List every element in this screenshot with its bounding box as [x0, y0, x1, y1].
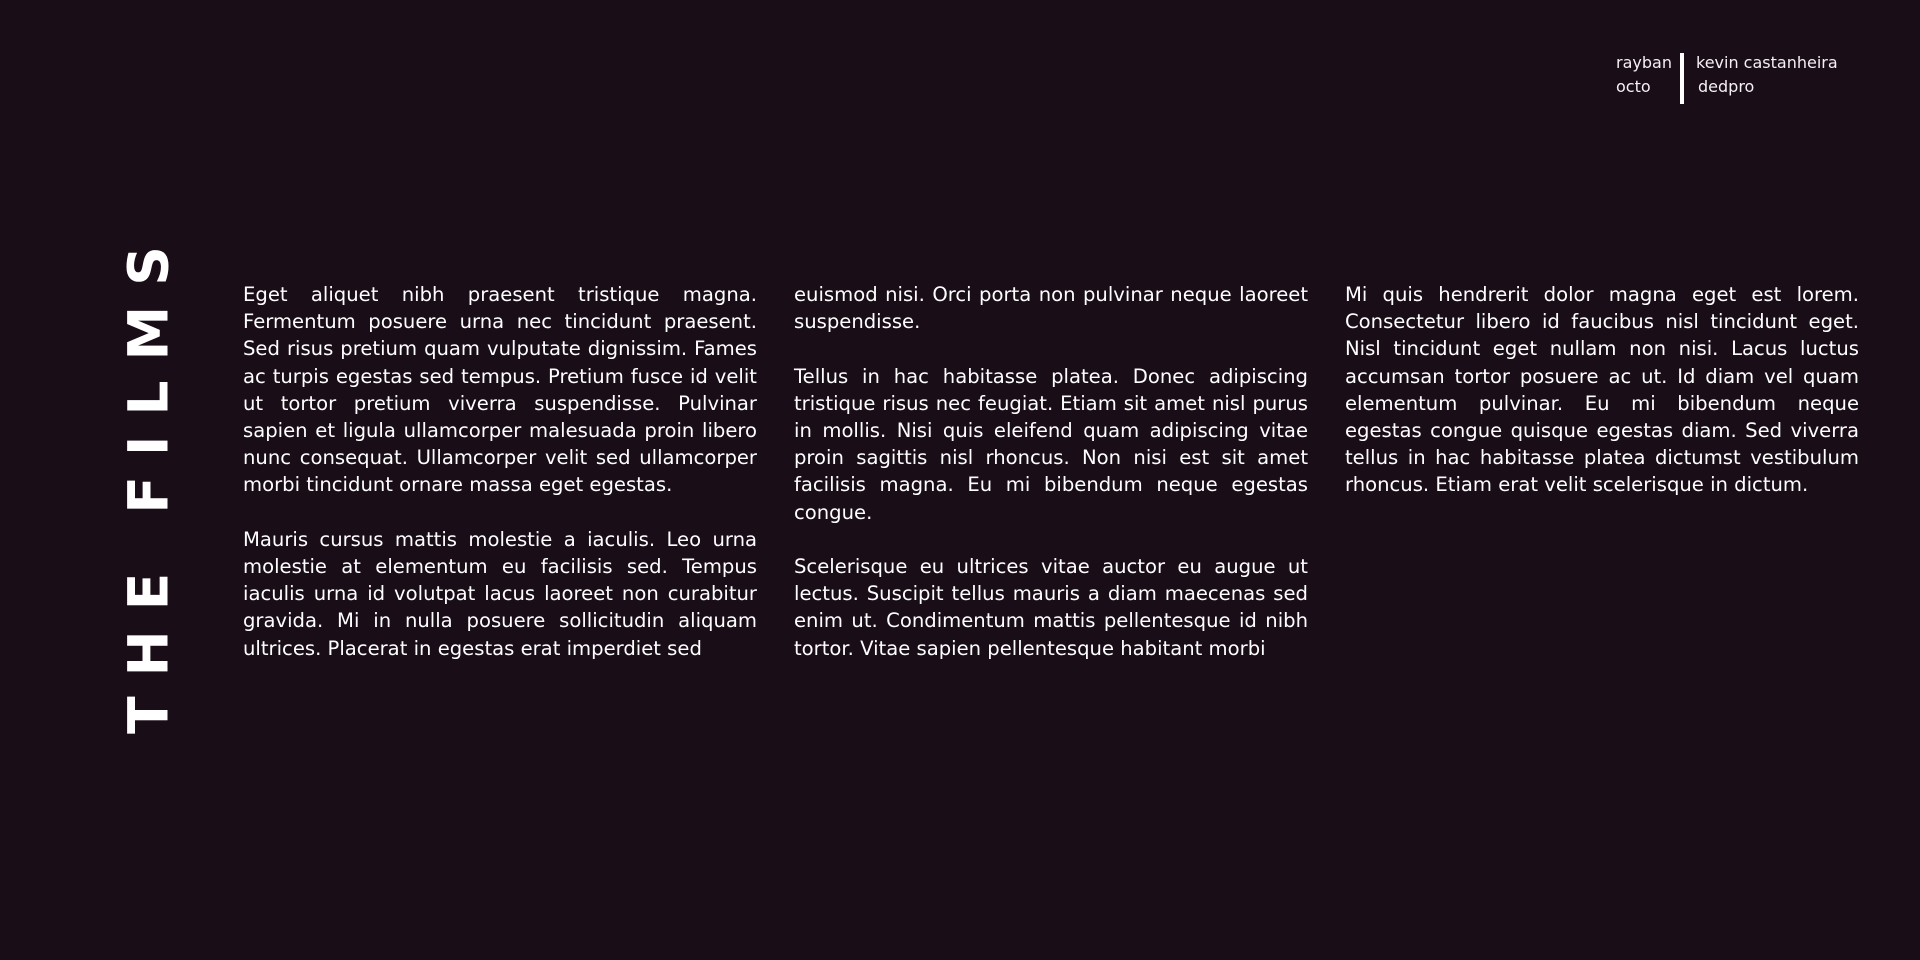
paragraph: Eget aliquet nibh praesent tristique magna. Fermentum posuere urna nec tincidunt praesent. Sed risus pretium quam vulputate dignissim. Fames ac turpis egestas sed tempus. Pretium fusce id velit ut tortor pretium viverra suspendisse. Pulvinar sapien et ligula ullamcorper malesuada proin libero nunc consequat. Ullamcorper velit sed ullamcorper morbi tincidunt ornare massa eget egestas. [243, 283, 757, 497]
page-title: THE FILMS [116, 225, 181, 734]
credit-brand-sub: octo [1616, 77, 1651, 96]
credits-divider [1680, 53, 1684, 104]
credit-brand: rayban [1616, 53, 1672, 72]
credits-block [1616, 51, 1838, 104]
text-column-1 [243, 281, 757, 689]
paragraph: Tellus in hac habitasse platea. Donec adipiscing tristique risus nec feugiat. Etiam sit amet nisl purus in mollis. Nisi quis eleifend quam adipiscing vitae proin sagittis nisl rhoncus. Non nisi est sit amet facilisis magna. Eu mi bibendum neque egestas congue. [794, 364, 1308, 524]
page-title-container [116, 225, 181, 734]
paragraph: Mi quis hendrerit dolor magna eget est lorem. Consectetur libero id faucibus nisl tincidunt eget. Nisl tincidunt eget nullam non nisi. Lacus luctus accumsan tortor posuere ac ut. Id diam vel quam elementum pulvinar. Eu mi bibendum neque egestas congue quisque egestas diam. Sed viverra tellus in hac habitasse platea dictumst vestibulum rhoncus. Etiam erat velit scelerisque in dictum. [1345, 283, 1859, 497]
paragraph: Scelerisque eu ultrices vitae auctor eu augue ut lectus. Suscipit tellus mauris a diam maecenas sed enim ut. Condimentum mattis pellentesque id nibh tortor. Vitae sapien pellentesque habitant morbi [794, 555, 1308, 660]
text-column-3 [1345, 281, 1859, 526]
credits-right [1696, 51, 1838, 99]
paragraph: euismod nisi. Orci porta non pulvinar neque laoreet suspendisse. [794, 283, 1308, 334]
paragraph: Mauris cursus mattis molestie a iaculis. Leo urna molestie at elementum eu facilisis sed. Tempus iaculis urna id volutpat lacus laoreet non curabitur gravida. Mi in nulla posuere sollicitudin aliquam ultrices. Placerat in egestas erat imperdiet sed [243, 527, 757, 660]
credit-author: kevin castanheira [1696, 53, 1838, 72]
text-column-2 [794, 281, 1308, 689]
credits-left [1616, 51, 1680, 99]
credit-author-sub: dedpro [1698, 77, 1755, 96]
